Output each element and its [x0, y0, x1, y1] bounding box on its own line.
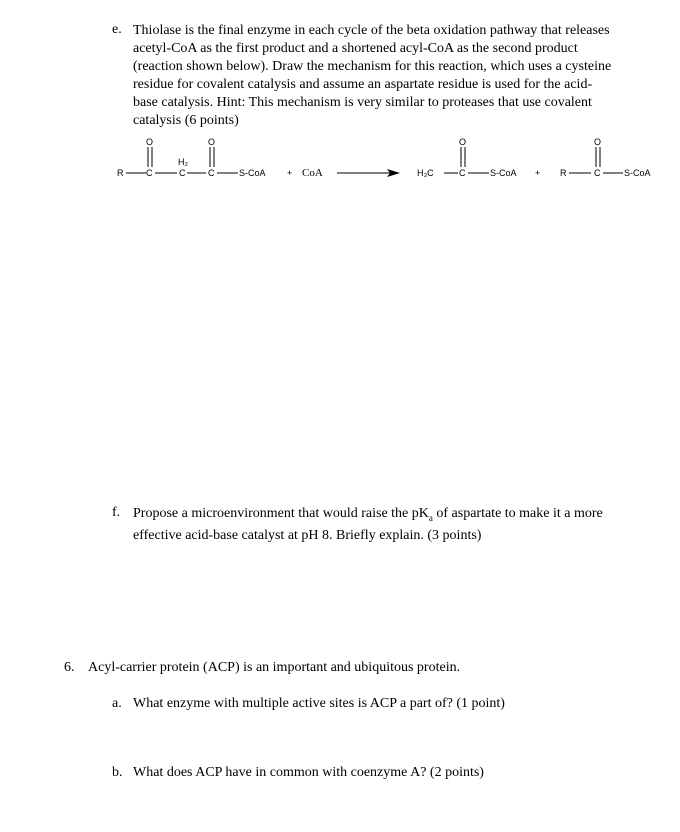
r-group: R [117, 168, 124, 178]
question-f-text [133, 505, 603, 545]
question-f-marker: f. [112, 505, 121, 520]
coa-reactant: CoA [302, 167, 323, 179]
question-6-text: Acyl-carrier protein (ACP) is an important and ubiquitous protein. [88, 660, 461, 675]
carbon: C [459, 168, 466, 178]
oxygen: O [146, 137, 154, 147]
s-coa: S-CoA [239, 168, 266, 178]
question-6-marker: 6. [64, 660, 75, 675]
question-e-line: catalysis (6 points) [133, 113, 239, 128]
question-f-line: Propose a microenvironment that would raise the pK [133, 506, 429, 521]
s-coa: S-CoA [624, 168, 651, 178]
question-e-line: Thiolase is the final enzyme in each cycle of the beta oxidation pathway that releases [133, 23, 610, 38]
oxygen: O [459, 137, 467, 147]
question-6b-marker: b. [112, 765, 123, 780]
carbon: C [179, 168, 186, 178]
s-coa: S-CoA [490, 168, 517, 178]
question-e-line: base catalysis. Hint: This mechanism is very similar to proteases that use covalent [133, 95, 592, 110]
oxygen: O [594, 137, 602, 147]
thiolase-reaction-scheme [0, 130, 680, 190]
carbon: C [146, 168, 153, 178]
question-e-line: residue for covalent catalysis and assume an aspartate residue is used for the acid- [133, 77, 593, 92]
question-6a-text: What enzyme with multiple active sites is ACP a part of? (1 point) [133, 696, 505, 711]
question-e-line: (reaction shown below). Draw the mechanism for this reaction, which uses a cysteine [133, 59, 612, 74]
carbon: C [208, 168, 215, 178]
h2-label: H₂ [178, 157, 188, 167]
r-group: R [560, 168, 567, 178]
question-e-marker: e. [112, 22, 122, 37]
plus-sign: + [287, 168, 293, 178]
methyl-group: H₃C [417, 168, 434, 178]
question-e-text [133, 22, 611, 130]
question-f-line: of aspartate to make it a more [432, 506, 603, 521]
pka-subscript: a [428, 512, 433, 523]
question-f-line: effective acid-base catalyst at pH 8. Briefly explain. (3 points) [133, 527, 482, 543]
carbon: C [594, 168, 601, 178]
question-6a-marker: a. [112, 696, 122, 711]
question-6b-text: What does ACP have in common with coenzyme A? (2 points) [133, 765, 484, 780]
oxygen: O [208, 137, 216, 147]
plus-sign: + [535, 168, 541, 178]
question-e-line: acetyl-CoA as the first product and a shortened acyl-CoA as the second product [133, 41, 578, 56]
